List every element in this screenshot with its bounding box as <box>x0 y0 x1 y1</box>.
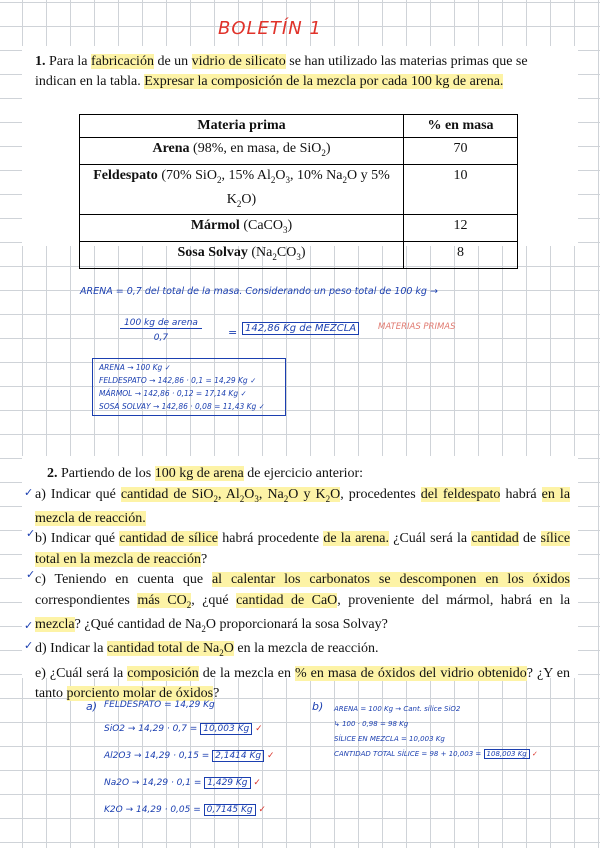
q2-part-a <box>35 485 570 530</box>
q2c-text: ? ¿Qué cantidad de $Na_2O$ proporcionará la sosa Solvay? <box>74 617 388 634</box>
list-item: MÁRMOL → 142,86 · 0,12 = 17,14 Kg ✓ <box>99 389 247 398</box>
note2b-line2: ↳ 100 · 0,98 = 98 Kg <box>334 720 409 728</box>
q2b-highlight: sílice total en la mezcla de reacción <box>35 531 571 567</box>
row-expr: SiO2 → 14,29 · 0,7 = <box>104 724 198 734</box>
page-title: BOLETÍN 1 <box>218 18 322 39</box>
q1-text-3: se han utilizado las materias primas que se indican en la tabla. <box>35 54 528 89</box>
note2b-block <box>334 702 538 762</box>
q2b-text: b) Indicar qué <box>35 531 116 547</box>
total-result: 108,003 Kg <box>484 749 530 759</box>
q2e-text: e) ¿Cuál será la <box>35 665 124 681</box>
q2c-text: c) Teniendo en cuenta que <box>35 572 204 588</box>
q2c-text: , ¿qué <box>191 592 229 608</box>
material-cell <box>80 164 404 215</box>
percent-cell: 12 <box>404 215 518 242</box>
percent-cell: 70 <box>404 138 518 165</box>
q2a-text: a) Indicar qué <box>35 486 116 502</box>
fraction-result: 142,86 Kg de MEZCLA <box>242 322 359 335</box>
check-icon: ✓ <box>24 486 34 499</box>
q2b-text: ? <box>200 551 208 567</box>
list-item <box>104 743 275 770</box>
table-row <box>80 242 518 269</box>
list-item: FELDESPATO → 142,86 · 0,1 = 14,29 Kg ✓ <box>99 376 257 385</box>
q2c-highlight: cantidad de CaO <box>236 592 338 608</box>
q1-highlight-1: fabricación <box>90 54 154 69</box>
material-desc: $(Na_2CO_3)$ <box>247 245 306 262</box>
material-cell <box>80 242 404 269</box>
q2b-text: ¿Cuál será la <box>393 531 468 547</box>
q2b-highlight: cantidad de sílice <box>119 531 219 547</box>
check-icon: ✓ <box>26 568 36 581</box>
note2b-line4 <box>334 747 538 762</box>
q1-highlight-2: vidrio de silicato <box>191 54 286 69</box>
raw-materials-label: MATERIAS PRIMAS <box>378 322 456 332</box>
total-expr: CANTIDAD TOTAL SÍLICE = 98 + 10,003 = <box>334 750 482 758</box>
q2-part-d <box>35 639 570 663</box>
fraction-numerator: 100 kg de arena <box>120 318 202 329</box>
header-percent: % en masa <box>404 115 518 138</box>
fraction-equals: = <box>228 326 238 339</box>
q2e-highlight: % en masa de óxidos del vidrio obtenido <box>294 665 527 681</box>
material-name: Mármol <box>190 218 240 234</box>
q2d-highlight: cantidad total de $Na_2O$ <box>106 641 234 659</box>
row-result: 2,1414 Kg <box>212 750 264 762</box>
q2-highlight: 100 kg de arena <box>154 466 244 481</box>
q2a-highlight: del feldespato <box>420 486 501 502</box>
q2e-text: ¿Y en tanto <box>35 665 571 702</box>
row-result: 10,003 Kg <box>200 723 252 735</box>
q1-text-1: Para la <box>49 54 88 69</box>
table-row <box>80 138 518 165</box>
q2-text: Partiendo de los <box>61 466 152 481</box>
q2e-highlight: porciento molar de óxidos <box>66 686 214 702</box>
check-icon: ✓ <box>266 751 275 761</box>
check-icon: ✓ <box>26 527 36 540</box>
question-2-text <box>35 464 570 705</box>
q2-part-e <box>35 664 570 705</box>
note2a-label: a) <box>86 700 98 713</box>
question-2-number: 2. <box>47 466 58 481</box>
material-cell <box>80 138 404 165</box>
q2b-highlight: cantidad <box>471 531 519 547</box>
list-item <box>104 770 275 797</box>
note2b-label: b) <box>312 700 324 713</box>
material-desc: (70% SiO$_2$, 15% $Al_2O_3$, 10% $Na_2O$ y 5% $K_2O$) <box>157 167 390 209</box>
q2a-text: habrá <box>505 486 537 502</box>
row-expr: Na2O → 14,29 · 0,1 = <box>104 778 202 788</box>
row-expr: Al2O3 → 14,29 · 0,15 = <box>104 751 210 761</box>
q2d-text: en la mezcla de reacción. <box>237 641 379 657</box>
raw-materials-list <box>92 358 286 416</box>
question-1-number: 1. <box>35 54 46 69</box>
q2e-text: ? <box>213 686 220 702</box>
fraction-denominator: 0,7 <box>153 333 169 343</box>
note2a-line0: FELDESPATO = 14,29 Kg <box>104 700 215 710</box>
material-cell <box>80 215 404 242</box>
materials-table <box>79 114 518 269</box>
table-row <box>80 164 518 215</box>
list-item <box>104 797 275 824</box>
material-desc: (98%, en masa, de SiO$_2$) <box>189 141 331 158</box>
q2c-highlight: al calentar los carbonatos se descomponen en los óxidos <box>211 572 570 588</box>
q2-part-b <box>35 529 570 570</box>
percent-cell: 10 <box>404 164 518 215</box>
q2a-highlight: cantidad de SiO$_2$, $Al_2O_3$, $Na_2O$ y $K_2O$ <box>120 486 341 504</box>
note1-line1: ARENA = 0,7 del total de la masa. Considerando un peso total de 100 kg → <box>80 286 438 297</box>
note2b-line1: ARENA = 100 Kg → Cant. sílice SiO2 <box>334 705 461 713</box>
note1-fraction <box>120 318 202 343</box>
q2c-text: correspondientes <box>35 592 130 608</box>
q1-text-2: de un <box>157 54 189 69</box>
q2d-text: d) Indicar la <box>35 641 104 657</box>
list-item: SOSA SOLVAY → 142,86 · 0,08 = 11,43 Kg ✓ <box>99 402 265 411</box>
row-result: 1,429 Kg <box>204 777 250 789</box>
note2a-rows <box>104 716 275 824</box>
table-row <box>80 215 518 242</box>
material-name: Arena <box>152 141 190 156</box>
check-icon: ✓ <box>24 619 34 632</box>
row-expr: K2O → 14,29 · 0,05 = <box>104 805 201 815</box>
q2c-highlight: más $CO_2$ <box>137 592 192 610</box>
q2b-highlight: de la arena. <box>323 531 389 547</box>
q2b-text: de <box>523 531 537 547</box>
material-name: Sosa Solvay <box>177 245 248 261</box>
check-icon: ✓ <box>255 724 263 734</box>
q2e-text: ? <box>526 665 533 681</box>
check-icon: ✓ <box>258 805 267 815</box>
q2e-highlight: composición <box>127 665 199 681</box>
q2a-highlight: en la mezcla de reacción. <box>35 486 571 526</box>
list-item: ARENA → 100 Kg ✓ <box>99 363 171 372</box>
q2c-highlight: mezcla <box>35 617 75 633</box>
row-result: 0,7145 Kg <box>204 804 256 816</box>
material-desc: (CaCO$_3$) <box>239 218 293 236</box>
table-header-row <box>80 115 518 138</box>
percent-cell: 8 <box>404 242 518 269</box>
question-1-text <box>35 52 570 92</box>
check-icon: ✓ <box>253 778 261 788</box>
q2-text: de ejercicio anterior: <box>247 466 364 481</box>
q2-intro <box>35 464 570 485</box>
header-material: Materia prima <box>80 115 404 138</box>
q1-highlight-3: Expresar la composición de la mezcla por cada 100 kg de arena. <box>144 74 504 89</box>
list-item <box>104 716 275 743</box>
note2b-line3: SÍLICE EN MEZCLA = 10,003 Kg <box>334 735 445 743</box>
q2-part-c <box>35 570 570 639</box>
material-name: Feldespato <box>93 167 158 183</box>
q2b-text: habrá procedente <box>222 531 320 547</box>
q2e-text: de la mezcla en <box>202 665 291 681</box>
q2c-text: , proveniente del mármol, habrá en la <box>337 592 571 608</box>
q2a-text: , procedentes <box>340 486 416 502</box>
check-icon: ✓ <box>24 639 34 652</box>
check-icon: ✓ <box>531 750 538 758</box>
